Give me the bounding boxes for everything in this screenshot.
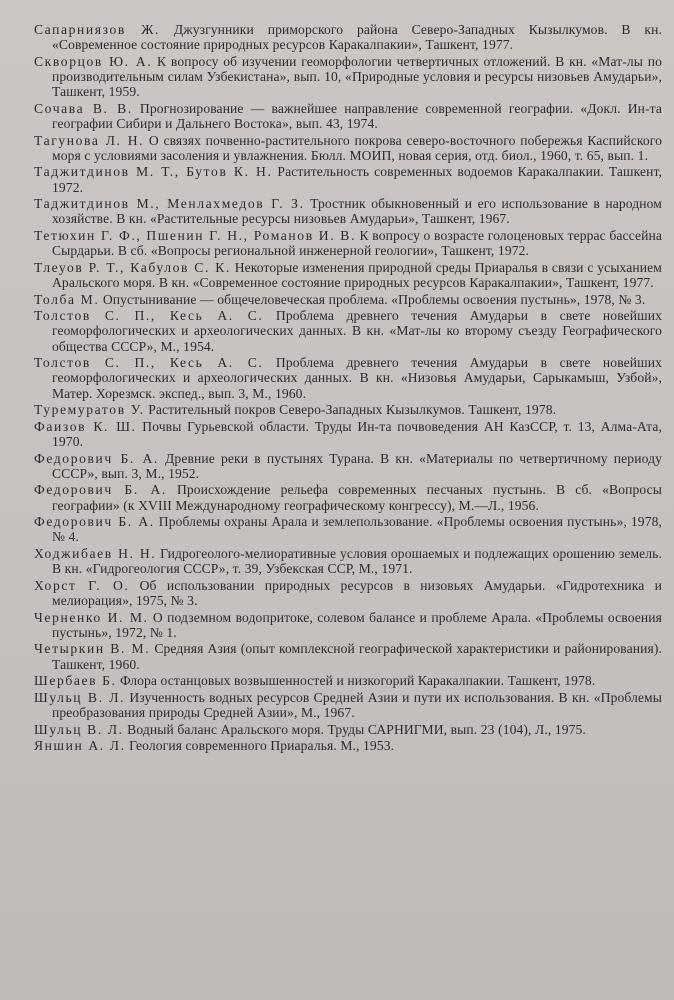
reference-author: Таджитдинов М. Т., Бутов К. Н. xyxy=(34,164,273,180)
reference-item xyxy=(34,578,662,608)
reference-text: Почвы Гурьевской области. Труды Ин-та почвоведения АН КазССР, т. 13, Алма-Ата, 1970. xyxy=(52,418,662,449)
reference-list xyxy=(34,22,662,755)
reference-item xyxy=(34,514,662,544)
reference-item xyxy=(34,402,662,417)
reference-item xyxy=(34,308,662,354)
reference-text: Проблема древнего течения Амударьи в свете новейших геоморфологических и археологических данных. В кн. «Мат-лы ко второму съезду Географического общества СССР», М., 1954. xyxy=(52,308,662,354)
reference-text: Тростник обыкновенный и его использование в народном хозяйстве. В кн. «Растительные ресурсы низовьев Амударьи», Ташкент, 1967. xyxy=(52,196,662,227)
reference-item xyxy=(34,228,662,258)
reference-item xyxy=(34,419,662,449)
reference-author: Скворцов Ю. А. xyxy=(34,53,153,69)
reference-author: Толстов С. П., Кесь А. С. xyxy=(34,308,264,324)
reference-author: Туремуратов У. xyxy=(34,402,145,418)
reference-author: Федорович Б. А. xyxy=(34,450,159,466)
reference-item xyxy=(34,22,662,52)
reference-author: Федорович Б. А. xyxy=(34,514,155,530)
reference-text: О подземном водопритоке, солевом балансе и проблеме Арала. «Проблемы освоения пустынь», 1972, № 1. xyxy=(52,609,662,640)
reference-author: Хорст Г. О. xyxy=(34,577,130,593)
reference-text: К вопросу об изучении геоморфологии четвертичных отложений. В кн. «Мат-лы по производительным силам Узбекистана», вып. 10, «Природные условия и ресурсы низовьев Амударьи», Ташкент, 1959. xyxy=(52,53,662,100)
reference-item xyxy=(34,164,662,194)
reference-item xyxy=(34,722,662,737)
reference-text: К вопросу о возрасте голоценовых террас бассейна Сырдарьи. В сб. «Вопросы региональной инженерной геологии», Ташкент, 1972. xyxy=(52,227,662,259)
reference-text: Проблемы охраны Арала и землепользование. «Проблемы освоения пустынь», 1978, № 4. xyxy=(52,514,662,545)
reference-text: Растительный покров Северо-Западных Кызылкумов. Ташкент, 1978. xyxy=(144,402,557,418)
reference-item xyxy=(34,738,662,753)
reference-item xyxy=(34,610,662,640)
reference-item xyxy=(34,133,662,163)
reference-item xyxy=(34,451,662,481)
reference-text: О связях почвенно-растительного покрова северо-восточного побережья Каспийского моря с условиями засоления и увлажнения. Бюлл. МОИП, новая серия, отд. биол., 1960, т. 65, вып. 1. xyxy=(52,132,662,163)
reference-text: Некоторые изменения природной среды Приаралья в связи с усыханием Аральского моря. В кн. «Современное состояние природных ресурсов Каракалпакии», Ташкент, 1977. xyxy=(52,259,662,290)
reference-text: Растительность современных водоемов Каракалпакии. Ташкент, 1972. xyxy=(52,164,662,195)
reference-author: Шербаев Б. xyxy=(34,673,117,689)
reference-item xyxy=(34,54,662,100)
reference-text: Проблема древнего течения Амударьи в свете новейших геоморфологических и археологических данных. В кн. «Низовья Амударьи, Сарыкамыш, Узбой», Матер. Хорезмск. экспед., вып. 3, М., 1960. xyxy=(52,355,662,401)
reference-author: Федорович Б. А. xyxy=(34,482,167,498)
reference-item xyxy=(34,641,662,671)
reference-author: Тетюхин Г. Ф., Пшенин Г. Н., Романов И. В. xyxy=(34,227,356,243)
reference-author: Шульц В. Л. xyxy=(34,721,124,737)
reference-item xyxy=(34,101,662,131)
reference-text: Флора останцовых возвышенностей и низкогорий Каракалпакии. Ташкент, 1978. xyxy=(116,673,596,689)
reference-text: Джузгунники приморского района Северо-Западных Кызылкумов. В кн. «Современное состояние природных ресурсов Каракалпакии», Ташкент, 1977. xyxy=(52,22,662,53)
reference-author: Таджитдинов М., Менлахмедов Г. З. xyxy=(34,196,305,212)
reference-author: Сочава В. В. xyxy=(34,100,133,116)
reference-text: Опустынивание — общечеловеческая проблема. «Проблемы освоения пустынь», 1978, № 3. xyxy=(99,291,646,307)
reference-author: Ходжибаев Н. Н. xyxy=(34,545,157,561)
reference-item xyxy=(34,355,662,401)
reference-author: Яншин А. Л. xyxy=(34,738,126,754)
reference-text: Изученность водных ресурсов Средней Азии и пути их использования. В кн. «Проблемы преобразования природы Средней Азии», М., 1967. xyxy=(52,689,662,720)
reference-text: Гидрогеолого-мелиоративные условия орошаемых и подлежащих орошению земель. В кн. «Гидрогеология СССР», т. 39, Узбекская ССР, М., 1971. xyxy=(52,545,662,577)
reference-text: Водный баланс Аральского моря. Труды САРНИГМИ, вып. 23 (104), Л., 1975. xyxy=(123,721,586,737)
reference-item xyxy=(34,546,662,576)
reference-item xyxy=(34,196,662,226)
reference-author: Сапарниязов Ж. xyxy=(34,22,161,37)
reference-author: Толстов С. П., Кесь А. С. xyxy=(34,355,264,371)
reference-author: Фаизов К. Ш. xyxy=(34,418,137,434)
reference-item xyxy=(34,482,662,512)
reference-author: Тагунова Л. Н. xyxy=(34,132,145,148)
reference-text: Об использовании природных ресурсов в низовьях Амударьи. «Гидротехника и мелиорация», 1975, № 3. xyxy=(52,577,662,608)
reference-author: Черненко И. М. xyxy=(34,609,149,625)
reference-item xyxy=(34,690,662,720)
reference-author: Тлеуов Р. Т., Кабулов С. К. xyxy=(34,259,231,275)
reference-item xyxy=(34,260,662,290)
reference-item xyxy=(34,673,662,688)
reference-text: Происхождение рельефа современных песчаных пустынь. В сб. «Вопросы географии» (к XVIII Международному географическому конгрессу), М.—Л., 1956. xyxy=(52,482,662,513)
reference-author: Толба М. xyxy=(34,291,100,307)
reference-author: Шульц В. Л. xyxy=(34,689,126,705)
reference-item xyxy=(34,292,662,307)
reference-text: Геология современного Приаралья. М., 1953. xyxy=(125,738,395,754)
reference-text: Древние реки в пустынях Турана. В кн. «Материалы по четвертичному периоду СССР», вып. 3, М., 1952. xyxy=(52,450,663,481)
reference-author: Четыркин В. М. xyxy=(34,641,151,657)
reference-text: Прогнозирование — важнейшее направление современной географии. «Докл. Ин-та географии Сибири и Дальнего Востока», вып. 43, 1974. xyxy=(52,100,663,131)
reference-text: Средняя Азия (опыт комплексной географической характеристики и районирования). Ташкент, 1960. xyxy=(52,641,662,672)
